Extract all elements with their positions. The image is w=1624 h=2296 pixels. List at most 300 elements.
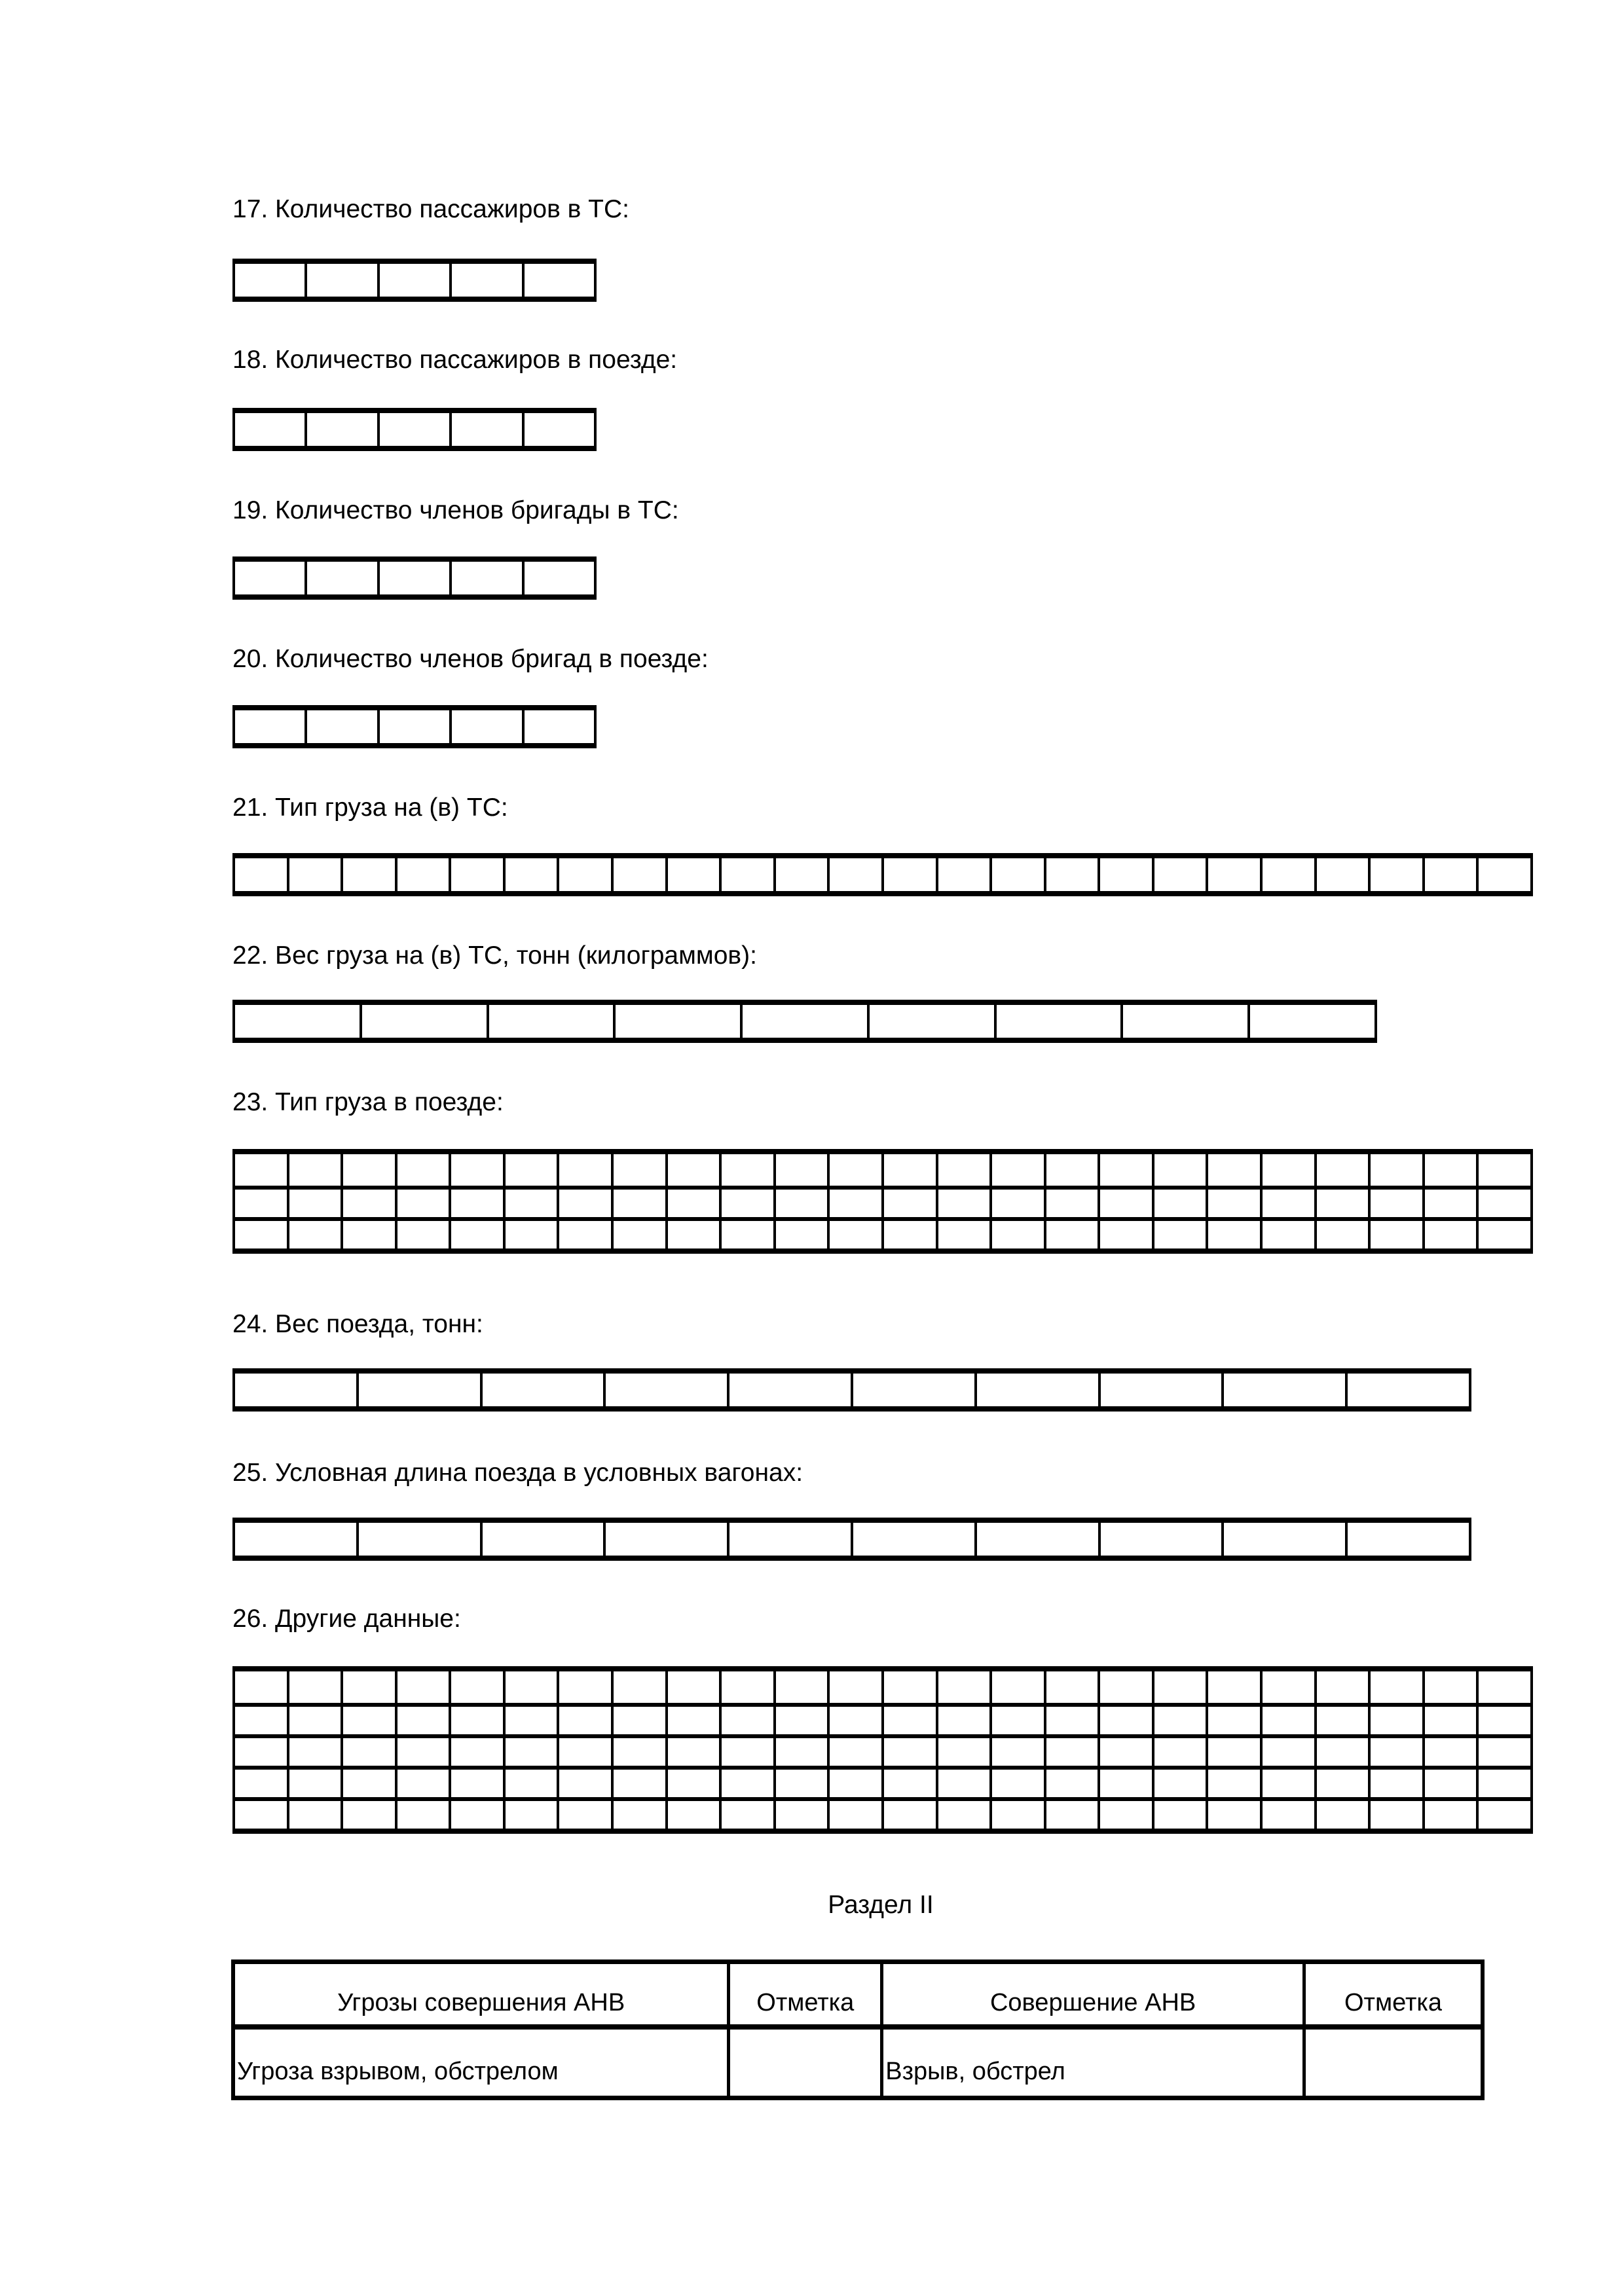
char-box bbox=[1368, 1738, 1422, 1766]
char-box bbox=[1152, 1738, 1206, 1766]
char-box bbox=[773, 858, 828, 891]
char-box bbox=[522, 710, 594, 743]
char-box bbox=[989, 1770, 1044, 1797]
char-box bbox=[881, 1707, 936, 1734]
field-17-label: 17. Количество пассажиров в ТС: bbox=[232, 195, 630, 223]
char-box bbox=[989, 1221, 1044, 1248]
char-box bbox=[449, 1671, 503, 1703]
char-box bbox=[1044, 1738, 1098, 1766]
char-box bbox=[974, 1523, 1098, 1556]
char-box bbox=[881, 1801, 936, 1829]
char-box bbox=[449, 1221, 503, 1248]
char-box bbox=[1368, 1671, 1422, 1703]
char-box bbox=[1260, 1671, 1314, 1703]
char-box bbox=[1152, 1190, 1206, 1217]
char-box bbox=[611, 858, 665, 891]
char-box bbox=[341, 1801, 395, 1829]
char-box bbox=[1368, 1190, 1422, 1217]
char-box bbox=[719, 1770, 773, 1797]
char-box bbox=[1044, 858, 1098, 891]
field-24-label: 24. Вес поезда, тонн: bbox=[232, 1310, 483, 1338]
char-box bbox=[1476, 1671, 1530, 1703]
char-box bbox=[936, 1738, 990, 1766]
char-box bbox=[1098, 1770, 1152, 1797]
char-box bbox=[449, 858, 503, 891]
char-box bbox=[503, 1801, 557, 1829]
char-box bbox=[557, 1770, 611, 1797]
char-box bbox=[773, 1221, 828, 1248]
char-box bbox=[341, 1221, 395, 1248]
char-box bbox=[1098, 1671, 1152, 1703]
char-box bbox=[449, 710, 521, 743]
char-box bbox=[287, 1190, 341, 1217]
field-26-boxes bbox=[232, 1666, 1533, 1834]
char-box bbox=[1206, 1221, 1260, 1248]
char-box bbox=[719, 1738, 773, 1766]
char-box bbox=[1247, 1005, 1375, 1038]
char-box bbox=[603, 1523, 727, 1556]
char-box bbox=[827, 1221, 881, 1248]
char-box bbox=[395, 1221, 449, 1248]
char-box bbox=[611, 1221, 665, 1248]
field-21-label: 21. Тип груза на (в) ТС: bbox=[232, 793, 508, 822]
char-box bbox=[395, 1190, 449, 1217]
field-21-boxes bbox=[232, 853, 1533, 896]
char-box bbox=[719, 1154, 773, 1186]
char-box bbox=[773, 1707, 828, 1734]
char-box bbox=[1476, 1190, 1530, 1217]
char-box bbox=[611, 1738, 665, 1766]
char-box bbox=[827, 1190, 881, 1217]
char-box bbox=[1314, 1707, 1369, 1734]
char-box bbox=[611, 1154, 665, 1186]
char-box bbox=[235, 264, 304, 297]
char-box bbox=[936, 1154, 990, 1186]
char-box bbox=[989, 1738, 1044, 1766]
char-box bbox=[1368, 1801, 1422, 1829]
char-box bbox=[557, 1801, 611, 1829]
char-box bbox=[1152, 858, 1206, 891]
char-box bbox=[1314, 1738, 1369, 1766]
char-box bbox=[936, 1671, 990, 1703]
char-box bbox=[851, 1523, 974, 1556]
char-box bbox=[449, 1770, 503, 1797]
char-box bbox=[1098, 858, 1152, 891]
char-box bbox=[881, 1671, 936, 1703]
char-box bbox=[235, 1801, 287, 1829]
char-box bbox=[235, 1671, 287, 1703]
char-box bbox=[827, 858, 881, 891]
field-22-label: 22. Вес груза на (в) ТС, тонн (килограммов): bbox=[232, 941, 757, 970]
char-box bbox=[827, 1770, 881, 1797]
char-box bbox=[719, 858, 773, 891]
char-box bbox=[773, 1801, 828, 1829]
char-box bbox=[235, 1738, 287, 1766]
char-box bbox=[827, 1671, 881, 1703]
char-box bbox=[1260, 1221, 1314, 1248]
char-box bbox=[665, 1671, 720, 1703]
char-box-row bbox=[232, 858, 1533, 891]
char-box bbox=[611, 1671, 665, 1703]
char-box bbox=[773, 1738, 828, 1766]
char-box bbox=[867, 1005, 994, 1038]
char-box bbox=[1476, 1154, 1530, 1186]
anv-table-row bbox=[235, 2030, 1481, 2096]
char-box-row bbox=[232, 1703, 1533, 1734]
char-box bbox=[304, 264, 377, 297]
char-box bbox=[557, 1671, 611, 1703]
char-box bbox=[773, 1154, 828, 1186]
char-box bbox=[719, 1221, 773, 1248]
char-box bbox=[503, 1221, 557, 1248]
char-box bbox=[1314, 1770, 1369, 1797]
char-box bbox=[287, 1221, 341, 1248]
char-box bbox=[449, 1190, 503, 1217]
char-box bbox=[487, 1005, 614, 1038]
char-box bbox=[1260, 1707, 1314, 1734]
char-box bbox=[881, 1738, 936, 1766]
char-box bbox=[881, 1154, 936, 1186]
anv-table-header-mark-1: Отметка bbox=[727, 1964, 880, 2024]
char-box bbox=[665, 1190, 720, 1217]
char-box bbox=[1206, 1707, 1260, 1734]
act-name-cell: Взрыв, обстрел bbox=[880, 2030, 1302, 2096]
char-box bbox=[1476, 1770, 1530, 1797]
char-box bbox=[503, 1738, 557, 1766]
char-box bbox=[1368, 1707, 1422, 1734]
char-box bbox=[611, 1801, 665, 1829]
char-box bbox=[395, 1801, 449, 1829]
char-box bbox=[449, 413, 521, 446]
char-box bbox=[611, 1707, 665, 1734]
char-box bbox=[557, 1707, 611, 1734]
char-box bbox=[827, 1707, 881, 1734]
char-box bbox=[395, 1738, 449, 1766]
char-box bbox=[449, 562, 521, 594]
char-box bbox=[1476, 858, 1530, 891]
char-box bbox=[1260, 1154, 1314, 1186]
char-box-row bbox=[232, 264, 597, 297]
char-box bbox=[719, 1801, 773, 1829]
char-box bbox=[1476, 1707, 1530, 1734]
char-box bbox=[1314, 1154, 1369, 1186]
char-box bbox=[989, 1671, 1044, 1703]
char-box bbox=[1044, 1801, 1098, 1829]
anv-table-header-threats: Угрозы совершения АНВ bbox=[337, 1989, 625, 2016]
char-box bbox=[1314, 1221, 1369, 1248]
char-box bbox=[235, 710, 304, 743]
char-box bbox=[1476, 1738, 1530, 1766]
char-box bbox=[1152, 1801, 1206, 1829]
char-box bbox=[235, 1770, 287, 1797]
char-box bbox=[235, 1374, 356, 1406]
field-23-boxes bbox=[232, 1149, 1533, 1254]
char-box bbox=[287, 1671, 341, 1703]
char-box bbox=[287, 1154, 341, 1186]
char-box bbox=[235, 858, 287, 891]
char-box bbox=[1152, 1770, 1206, 1797]
char-box bbox=[719, 1671, 773, 1703]
char-box bbox=[1120, 1005, 1247, 1038]
char-box bbox=[1422, 1738, 1477, 1766]
char-box bbox=[503, 1707, 557, 1734]
char-box bbox=[1314, 858, 1369, 891]
char-box bbox=[1345, 1374, 1469, 1406]
char-box bbox=[989, 1190, 1044, 1217]
char-box bbox=[1260, 1801, 1314, 1829]
char-box bbox=[1098, 1523, 1222, 1556]
anv-table bbox=[231, 1959, 1485, 2100]
threat-name-cell: Угроза взрывом, обстрелом bbox=[237, 2058, 559, 2085]
char-box-row bbox=[232, 1186, 1533, 1217]
char-box bbox=[377, 562, 449, 594]
char-box-row bbox=[232, 562, 597, 594]
char-box bbox=[235, 562, 304, 594]
char-box bbox=[1098, 1190, 1152, 1217]
char-box bbox=[989, 1707, 1044, 1734]
char-box bbox=[377, 413, 449, 446]
char-box bbox=[356, 1374, 480, 1406]
char-box bbox=[1206, 1770, 1260, 1797]
char-box bbox=[1422, 1154, 1477, 1186]
char-box-row bbox=[232, 1154, 1533, 1186]
field-24-boxes bbox=[232, 1368, 1471, 1412]
field-19-label: 19. Количество членов бригады в ТС: bbox=[232, 496, 679, 524]
char-box bbox=[341, 1770, 395, 1797]
char-box bbox=[727, 1523, 851, 1556]
anv-table-header-acts: Совершение АНВ bbox=[880, 1964, 1302, 2024]
char-box bbox=[665, 1801, 720, 1829]
char-box bbox=[611, 1190, 665, 1217]
char-box bbox=[557, 1221, 611, 1248]
char-box bbox=[1152, 1707, 1206, 1734]
char-box bbox=[1476, 1221, 1530, 1248]
char-box bbox=[1206, 1801, 1260, 1829]
char-box bbox=[377, 264, 449, 297]
char-box bbox=[881, 1770, 936, 1797]
char-box bbox=[449, 1154, 503, 1186]
char-box bbox=[287, 1770, 341, 1797]
char-box bbox=[1152, 1671, 1206, 1703]
char-box bbox=[557, 1738, 611, 1766]
char-box bbox=[235, 1154, 287, 1186]
char-box bbox=[1368, 858, 1422, 891]
char-box bbox=[1044, 1154, 1098, 1186]
char-box bbox=[235, 1190, 287, 1217]
char-box bbox=[1044, 1770, 1098, 1797]
char-box bbox=[503, 858, 557, 891]
char-box bbox=[1422, 1770, 1477, 1797]
char-box bbox=[1044, 1221, 1098, 1248]
char-box bbox=[395, 1154, 449, 1186]
char-box-row bbox=[232, 1734, 1533, 1766]
char-box bbox=[727, 1374, 851, 1406]
char-box bbox=[989, 1801, 1044, 1829]
char-box bbox=[304, 710, 377, 743]
char-box bbox=[480, 1523, 604, 1556]
char-box-row bbox=[232, 1797, 1533, 1829]
char-box bbox=[1221, 1374, 1345, 1406]
char-box bbox=[395, 1770, 449, 1797]
char-box bbox=[503, 1190, 557, 1217]
char-box bbox=[341, 1738, 395, 1766]
char-box bbox=[341, 858, 395, 891]
char-box bbox=[603, 1374, 727, 1406]
char-box bbox=[304, 413, 377, 446]
char-box bbox=[235, 1221, 287, 1248]
char-box bbox=[827, 1154, 881, 1186]
char-box bbox=[1422, 1801, 1477, 1829]
char-box bbox=[1476, 1801, 1530, 1829]
char-box bbox=[1152, 1154, 1206, 1186]
char-box bbox=[503, 1154, 557, 1186]
char-box bbox=[1260, 1738, 1314, 1766]
char-box bbox=[974, 1374, 1098, 1406]
char-box bbox=[773, 1190, 828, 1217]
char-box bbox=[773, 1770, 828, 1797]
char-box bbox=[1368, 1221, 1422, 1248]
char-box bbox=[936, 1770, 990, 1797]
char-box bbox=[1422, 1671, 1477, 1703]
char-box-row bbox=[232, 1005, 1377, 1038]
char-box bbox=[1260, 1190, 1314, 1217]
char-box bbox=[557, 1154, 611, 1186]
char-box bbox=[740, 1005, 867, 1038]
char-box bbox=[773, 1671, 828, 1703]
char-box bbox=[665, 1221, 720, 1248]
char-box bbox=[1206, 858, 1260, 891]
char-box bbox=[235, 1707, 287, 1734]
field-22-boxes bbox=[232, 1000, 1377, 1043]
char-box bbox=[449, 1738, 503, 1766]
anv-table-header-row bbox=[235, 1964, 1481, 2030]
char-box bbox=[1206, 1738, 1260, 1766]
char-box bbox=[1422, 1707, 1477, 1734]
char-box bbox=[341, 1154, 395, 1186]
char-box bbox=[881, 858, 936, 891]
char-box bbox=[395, 1671, 449, 1703]
char-box bbox=[341, 1707, 395, 1734]
char-box bbox=[356, 1523, 480, 1556]
field-17-boxes bbox=[232, 259, 597, 302]
char-box-row bbox=[232, 1766, 1533, 1797]
char-box bbox=[449, 264, 521, 297]
char-box bbox=[341, 1671, 395, 1703]
char-box bbox=[1098, 1154, 1152, 1186]
char-box bbox=[851, 1374, 974, 1406]
char-box bbox=[360, 1005, 487, 1038]
char-box bbox=[989, 1154, 1044, 1186]
char-box bbox=[1368, 1770, 1422, 1797]
char-box bbox=[377, 710, 449, 743]
char-box bbox=[304, 562, 377, 594]
char-box bbox=[1368, 1154, 1422, 1186]
char-box bbox=[522, 264, 594, 297]
field-25-label: 25. Условная длина поезда в условных вагонах: bbox=[232, 1459, 803, 1487]
char-box bbox=[1098, 1801, 1152, 1829]
char-box bbox=[503, 1671, 557, 1703]
char-box bbox=[719, 1707, 773, 1734]
anv-table-header-mark-2: Отметка bbox=[1302, 1964, 1481, 2024]
char-box bbox=[287, 1738, 341, 1766]
char-box bbox=[449, 1801, 503, 1829]
char-box bbox=[1422, 1221, 1477, 1248]
char-box-row bbox=[232, 1374, 1471, 1406]
char-box bbox=[1044, 1190, 1098, 1217]
field-18-label: 18. Количество пассажиров в поезде: bbox=[232, 346, 678, 374]
char-box bbox=[665, 1154, 720, 1186]
char-box bbox=[936, 1707, 990, 1734]
char-box bbox=[719, 1190, 773, 1217]
char-box bbox=[1345, 1523, 1469, 1556]
char-box bbox=[480, 1374, 604, 1406]
char-box bbox=[235, 413, 304, 446]
char-box bbox=[1206, 1671, 1260, 1703]
char-box bbox=[1206, 1190, 1260, 1217]
char-box bbox=[287, 858, 341, 891]
char-box bbox=[1098, 1738, 1152, 1766]
char-box bbox=[235, 1523, 356, 1556]
char-box bbox=[881, 1190, 936, 1217]
char-box bbox=[557, 1190, 611, 1217]
char-box bbox=[1314, 1671, 1369, 1703]
char-box-row bbox=[232, 710, 597, 743]
char-box bbox=[1260, 1770, 1314, 1797]
threat-mark-cell bbox=[727, 2030, 880, 2096]
field-19-boxes bbox=[232, 556, 597, 600]
field-20-label: 20. Количество членов бригад в поезде: bbox=[232, 645, 709, 673]
char-box bbox=[827, 1801, 881, 1829]
char-box bbox=[665, 858, 720, 891]
char-box bbox=[936, 1221, 990, 1248]
char-box bbox=[235, 1005, 360, 1038]
char-box bbox=[827, 1738, 881, 1766]
char-box bbox=[936, 1190, 990, 1217]
field-20-boxes bbox=[232, 705, 597, 748]
char-box bbox=[1044, 1707, 1098, 1734]
field-23-label: 23. Тип груза в поезде: bbox=[232, 1088, 504, 1116]
char-box-row bbox=[232, 1217, 1533, 1248]
char-box bbox=[522, 413, 594, 446]
char-box bbox=[881, 1221, 936, 1248]
field-25-boxes bbox=[232, 1518, 1471, 1561]
char-box bbox=[989, 858, 1044, 891]
char-box bbox=[1098, 1374, 1222, 1406]
section-2-heading: Раздел II bbox=[828, 1891, 934, 1919]
char-box bbox=[1314, 1801, 1369, 1829]
char-box bbox=[936, 858, 990, 891]
field-18-boxes bbox=[232, 408, 597, 451]
char-box bbox=[665, 1707, 720, 1734]
char-box bbox=[936, 1801, 990, 1829]
char-box bbox=[1422, 858, 1477, 891]
char-box-row bbox=[232, 1523, 1471, 1556]
char-box bbox=[613, 1005, 740, 1038]
char-box-row bbox=[232, 413, 597, 446]
char-box bbox=[287, 1801, 341, 1829]
char-box bbox=[1221, 1523, 1345, 1556]
char-box bbox=[1314, 1190, 1369, 1217]
char-box bbox=[341, 1190, 395, 1217]
char-box bbox=[503, 1770, 557, 1797]
char-box bbox=[557, 858, 611, 891]
char-box bbox=[522, 562, 594, 594]
char-box bbox=[287, 1707, 341, 1734]
act-mark-cell bbox=[1302, 2030, 1481, 2096]
char-box bbox=[1260, 858, 1314, 891]
char-box bbox=[1044, 1671, 1098, 1703]
char-box bbox=[611, 1770, 665, 1797]
